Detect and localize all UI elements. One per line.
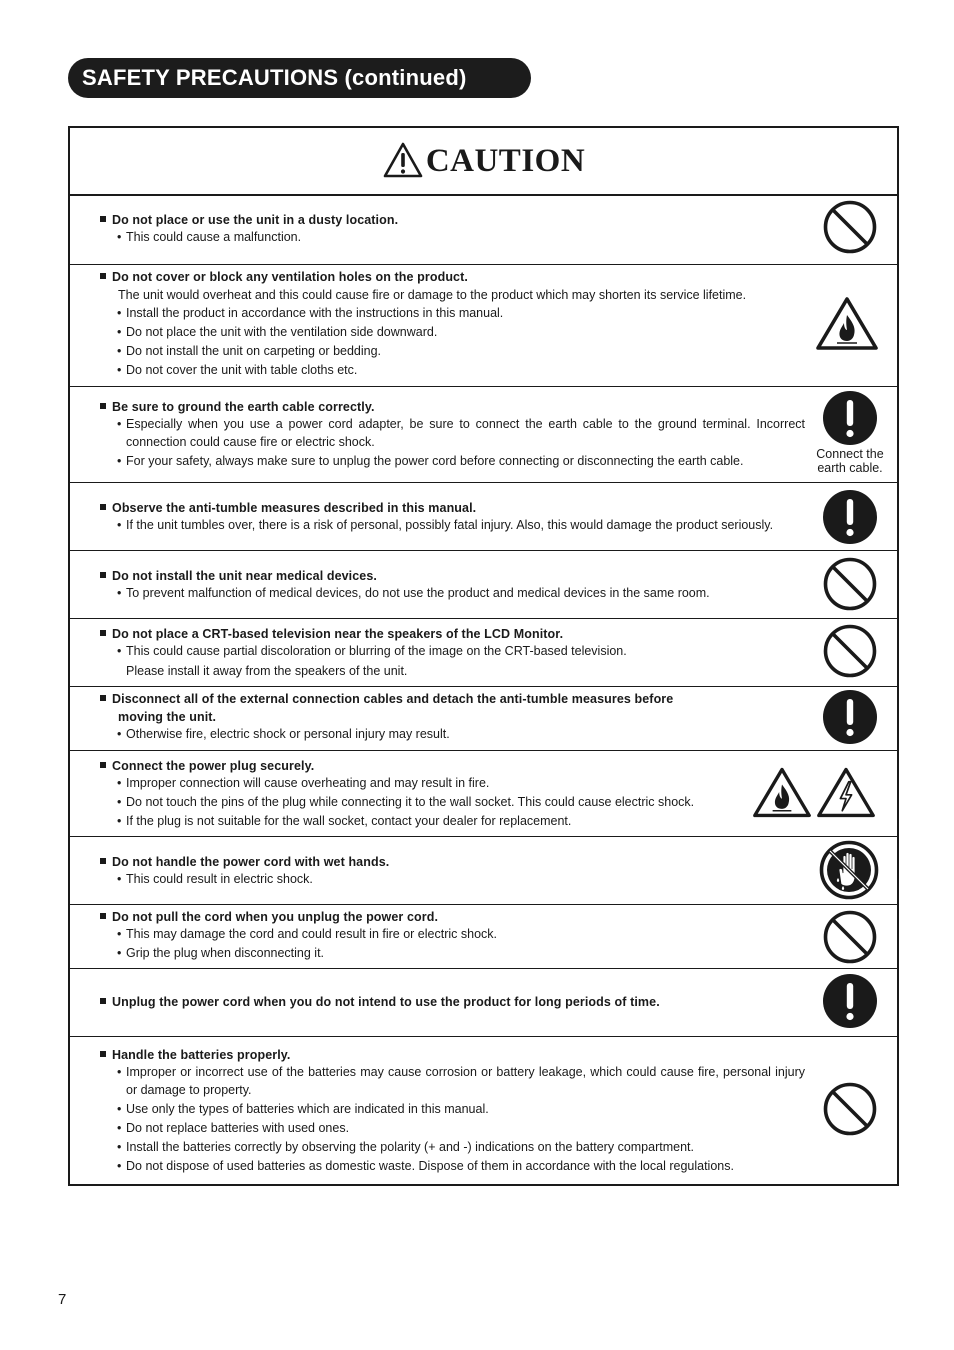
precaution-heading: Do not place a CRT-based television near the speakers of the LCD Monitor. — [100, 625, 805, 643]
precaution-bullet: • Use only the types of batteries which are indicated in this manual. — [100, 1101, 805, 1119]
precaution-bullet: • Do not install the unit on carpeting or bedding. — [100, 343, 805, 361]
precaution-bullet: • For your safety, always make sure to unplug the power cord before connecting or disconnecting the earth cable. — [100, 453, 805, 471]
precaution-row-anti-tumble — [70, 483, 897, 551]
precaution-heading: Be sure to ground the earth cable correctly. — [100, 398, 805, 416]
precaution-heading: Do not pull the cord when you unplug the power cord. — [100, 908, 805, 926]
precaution-heading: Do not cover or block any ventilation holes on the product. — [100, 268, 805, 286]
mandatory-action-icon — [823, 391, 877, 445]
electric-shock-warning-icon — [816, 765, 876, 819]
precaution-bullet: • Do not touch the pins of the plug while connecting it to the wall socket. This could cause electric shock. — [100, 794, 805, 812]
precaution-row-disconnect-cables — [70, 687, 897, 751]
no-wet-hands-icon — [819, 840, 879, 900]
icon-caption: Connect the earth cable. — [816, 447, 884, 475]
precaution-bullet: • Install the batteries correctly by observing the polarity (+ and -) indications on the battery compartment. — [100, 1139, 805, 1157]
precaution-heading: Disconnect all of the external connection cables and detach the anti-tumble measures before — [100, 690, 805, 708]
precaution-bullet: • Improper connection will cause overheating and may result in fire. — [100, 775, 805, 793]
precaution-row-pull-cord — [70, 905, 897, 969]
precaution-bullet: • This could result in electric shock. — [100, 871, 805, 889]
precaution-row-ventilation — [70, 265, 897, 387]
precaution-heading: Connect the power plug securely. — [100, 757, 805, 775]
precaution-row-power-plug — [70, 751, 897, 837]
precaution-row-batteries — [70, 1037, 897, 1186]
prohibition-icon — [823, 624, 877, 678]
precaution-row-unplug — [70, 969, 897, 1037]
precaution-bullet: • If the unit tumbles over, there is a risk of personal, possibly fatal injury. Also, this would damage the product seriously. — [100, 517, 805, 535]
precaution-bullet: • This could cause partial discoloration or blurring of the image on the CRT-based television. — [100, 643, 805, 661]
precaution-bullet: • Do not place the unit with the ventilation side downward. — [100, 324, 805, 342]
precaution-bullet: • Especially when you use a power cord adapter, be sure to connect the earth cable to the ground terminal. Incorrect connection could cause fire or electric shock. — [100, 416, 805, 451]
precaution-bullet: • Do not cover the unit with table cloths etc. — [100, 362, 805, 380]
precaution-heading: Do not install the unit near medical devices. — [100, 567, 805, 585]
mandatory-action-icon — [823, 974, 877, 1028]
warning-triangle-icon — [382, 141, 424, 179]
precaution-bullet: • Do not dispose of used batteries as domestic waste. Dispose of them in accordance with the local regulations. — [100, 1158, 805, 1176]
precaution-heading: Handle the batteries properly. — [100, 1046, 805, 1064]
prohibition-icon — [823, 910, 877, 964]
precaution-intro: The unit would overheat and this could cause fire or damage to the product which may shorten its service lifetime. — [118, 288, 747, 302]
caution-header — [70, 128, 897, 196]
fire-warning-icon — [752, 765, 812, 819]
prohibition-icon — [823, 557, 877, 611]
precaution-bullet: • To prevent malfunction of medical devices, do not use the product and medical devices in the same room. — [100, 585, 805, 603]
precaution-bullet: • Grip the plug when disconnecting it. — [100, 945, 805, 963]
precaution-row-crt-television — [70, 619, 897, 687]
precaution-bullet: • Install the product in accordance with the instructions in this manual. — [100, 305, 805, 323]
precaution-row-earth-cable — [70, 387, 897, 483]
precaution-heading: Do not place or use the unit in a dusty location. — [100, 211, 805, 229]
precaution-bullet: • Improper or incorrect use of the batteries may cause corrosion or battery leakage, which could cause fire, personal injury or damage to property. — [100, 1064, 805, 1099]
precaution-row-wet-hands — [70, 837, 897, 905]
precaution-bullet: • Do not replace batteries with used ones. — [100, 1120, 805, 1138]
precaution-row-medical-devices — [70, 551, 897, 619]
precaution-row-dusty — [70, 196, 897, 265]
caution-title: CAUTION — [425, 142, 586, 179]
prohibition-icon — [823, 1082, 877, 1136]
precaution-heading: Unplug the power cord when you do not intend to use the product for long periods of time. — [100, 993, 805, 1011]
prohibition-icon — [823, 200, 877, 254]
caution-box — [68, 126, 899, 1186]
precaution-heading: Do not handle the power cord with wet hands. — [100, 853, 805, 871]
fire-warning-icon — [815, 295, 879, 351]
precaution-bullet: • This could cause a malfunction. — [100, 229, 805, 247]
precaution-heading: Observe the anti-tumble measures described in this manual. — [100, 499, 805, 517]
mandatory-action-icon — [823, 690, 877, 744]
section-title: SAFETY PRECAUTIONS (continued) — [68, 58, 531, 98]
precaution-bullet: • This may damage the cord and could result in fire or electric shock. — [100, 926, 805, 944]
mandatory-action-icon — [823, 490, 877, 544]
precaution-heading-continuation: moving the unit. — [118, 710, 217, 724]
page-number: 7 — [58, 1291, 67, 1308]
precaution-continuation: Please install it away from the speakers of the unit. — [126, 664, 408, 679]
precaution-bullet: • If the plug is not suitable for the wall socket, contact your dealer for replacement. — [100, 813, 805, 831]
precaution-bullet: • Otherwise fire, electric shock or personal injury may result. — [100, 726, 805, 744]
